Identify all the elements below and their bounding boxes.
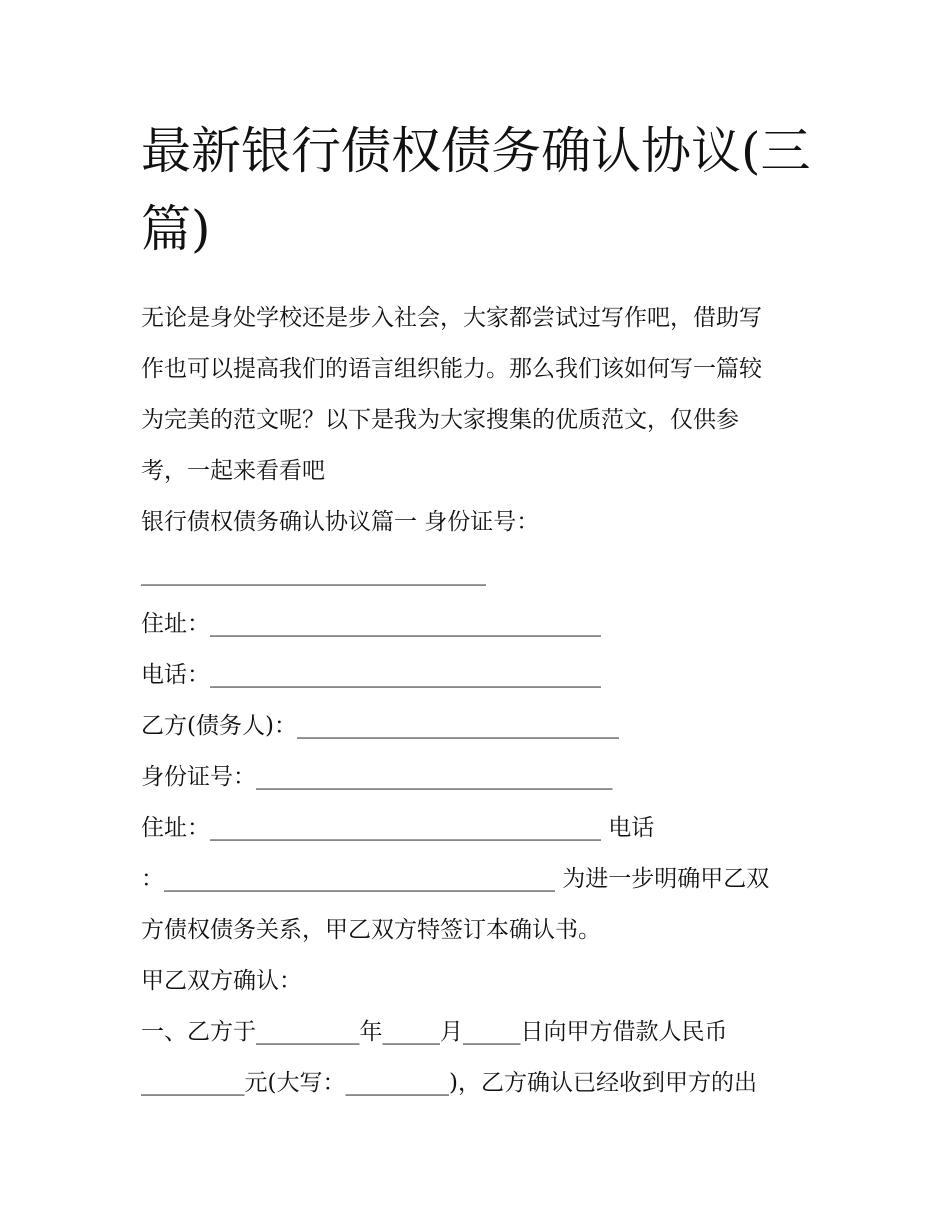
address-phone-line: 住址：__________________________________ 电话 — [141, 815, 655, 841]
intro-line: 作也可以提高我们的语言组织能力。那么我们该如何写一篇较 — [141, 356, 762, 382]
section-heading-line: 银行债权债务确认协议篇一 身份证号： — [141, 509, 540, 535]
intro-line: 无论是身处学校还是步入社会，大家都尝试过写作吧，借助写 — [141, 305, 762, 331]
document-page — [141, 112, 821, 1109]
document-title — [141, 112, 821, 268]
intro-line: 为完美的范文呢？以下是我为大家搜集的优质范文，仅供参 — [141, 407, 739, 433]
phone-purpose-line: ：__________________________________ 为进一步明确甲乙双 — [141, 866, 770, 892]
party-b-line: 乙方(债务人)：____________________________ — [141, 713, 619, 739]
title-line-2: 篇) — [141, 200, 211, 258]
id-number-line: 身份证号：_______________________________ — [141, 764, 613, 790]
phone-line: 电话：__________________________________ — [141, 662, 601, 688]
clause-one-amount-line: _________元(大写：_________)，乙方确认已经收到甲方的出 — [141, 1070, 757, 1096]
purpose-line: 方债权债务关系，甲乙双方特签订本确认书。 — [141, 917, 601, 943]
intro-line: 考，一起来看看吧 — [141, 458, 325, 484]
title-line-1: 最新银行债权债务确认协议(三 — [141, 122, 811, 180]
blank-line: ______________________________ — [141, 560, 486, 586]
agreement-body — [141, 497, 821, 1109]
intro-paragraph — [141, 293, 821, 497]
clause-one-line: 一、乙方于_________年_____月_____日向甲方借款人民币 — [141, 1019, 728, 1045]
address-line: 住址：__________________________________ — [141, 611, 601, 637]
confirm-heading-line: 甲乙双方确认： — [141, 968, 302, 994]
